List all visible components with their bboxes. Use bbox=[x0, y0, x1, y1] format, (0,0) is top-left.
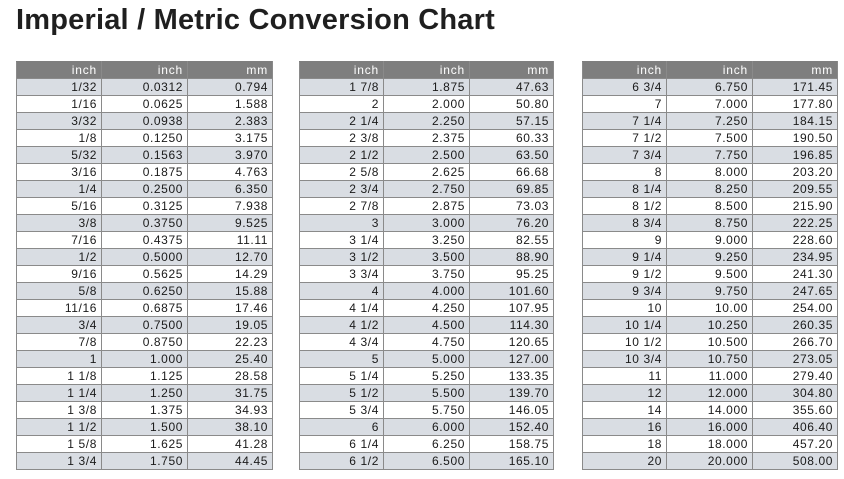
cell-fraction-inch: 1 3/8 bbox=[17, 402, 102, 419]
cell-millimeters: 34.93 bbox=[188, 402, 273, 419]
table-row bbox=[583, 300, 838, 317]
cell-fraction-inch: 1 7/8 bbox=[300, 79, 384, 96]
cell-fraction-inch: 4 1/2 bbox=[300, 317, 384, 334]
table-row bbox=[17, 164, 273, 181]
cell-decimal-inch: 7.750 bbox=[667, 147, 753, 164]
cell-millimeters: 273.05 bbox=[753, 351, 838, 368]
cell-millimeters: 222.25 bbox=[753, 215, 838, 232]
cell-millimeters: 184.15 bbox=[753, 113, 838, 130]
cell-millimeters: 9.525 bbox=[188, 215, 273, 232]
cell-decimal-inch: 9.750 bbox=[667, 283, 753, 300]
table-row bbox=[300, 164, 554, 181]
cell-millimeters: 171.45 bbox=[753, 79, 838, 96]
cell-fraction-inch: 7/8 bbox=[17, 334, 102, 351]
table-header-row bbox=[17, 62, 273, 79]
cell-fraction-inch: 3/4 bbox=[17, 317, 102, 334]
cell-decimal-inch: 4.750 bbox=[384, 334, 470, 351]
cell-fraction-inch: 2 1/2 bbox=[300, 147, 384, 164]
cell-millimeters: 107.95 bbox=[470, 300, 554, 317]
cell-decimal-inch: 5.250 bbox=[384, 368, 470, 385]
table-row bbox=[17, 283, 273, 300]
cell-decimal-inch: 5.750 bbox=[384, 402, 470, 419]
table-row bbox=[583, 198, 838, 215]
cell-fraction-inch: 1 1/4 bbox=[17, 385, 102, 402]
cell-decimal-inch: 6.500 bbox=[384, 453, 470, 470]
cell-decimal-inch: 1.500 bbox=[102, 419, 188, 436]
cell-fraction-inch: 2 1/4 bbox=[300, 113, 384, 130]
cell-millimeters: 19.05 bbox=[188, 317, 273, 334]
cell-fraction-inch: 1 3/4 bbox=[17, 453, 102, 470]
cell-millimeters: 158.75 bbox=[470, 436, 554, 453]
table-row bbox=[17, 300, 273, 317]
cell-decimal-inch: 9.500 bbox=[667, 266, 753, 283]
cell-millimeters: 139.70 bbox=[470, 385, 554, 402]
cell-millimeters: 69.85 bbox=[470, 181, 554, 198]
cell-millimeters: 76.20 bbox=[470, 215, 554, 232]
table-row bbox=[300, 402, 554, 419]
table-row bbox=[583, 79, 838, 96]
table-row bbox=[17, 436, 273, 453]
cell-decimal-inch: 1.625 bbox=[102, 436, 188, 453]
cell-fraction-inch: 9 1/4 bbox=[583, 249, 667, 266]
cell-decimal-inch: 0.7500 bbox=[102, 317, 188, 334]
cell-millimeters: 25.40 bbox=[188, 351, 273, 368]
cell-fraction-inch: 12 bbox=[583, 385, 667, 402]
cell-millimeters: 15.88 bbox=[188, 283, 273, 300]
column-header-fraction-inch: inch bbox=[583, 62, 667, 79]
cell-millimeters: 406.40 bbox=[753, 419, 838, 436]
cell-decimal-inch: 11.000 bbox=[667, 368, 753, 385]
cell-fraction-inch: 8 bbox=[583, 164, 667, 181]
cell-decimal-inch: 10.750 bbox=[667, 351, 753, 368]
table-row bbox=[17, 130, 273, 147]
cell-fraction-inch: 6 1/4 bbox=[300, 436, 384, 453]
table-row bbox=[17, 215, 273, 232]
table-row bbox=[17, 351, 273, 368]
cell-millimeters: 114.30 bbox=[470, 317, 554, 334]
cell-decimal-inch: 9.000 bbox=[667, 232, 753, 249]
table-row bbox=[300, 198, 554, 215]
cell-fraction-inch: 10 3/4 bbox=[583, 351, 667, 368]
cell-millimeters: 215.90 bbox=[753, 198, 838, 215]
cell-decimal-inch: 3.250 bbox=[384, 232, 470, 249]
cell-millimeters: 38.10 bbox=[188, 419, 273, 436]
cell-decimal-inch: 10.500 bbox=[667, 334, 753, 351]
table-row bbox=[300, 232, 554, 249]
cell-millimeters: 254.00 bbox=[753, 300, 838, 317]
cell-decimal-inch: 3.000 bbox=[384, 215, 470, 232]
cell-decimal-inch: 3.750 bbox=[384, 266, 470, 283]
table-row bbox=[300, 249, 554, 266]
cell-decimal-inch: 7.500 bbox=[667, 130, 753, 147]
cell-decimal-inch: 8.500 bbox=[667, 198, 753, 215]
conversion-table-1 bbox=[16, 61, 273, 470]
column-header-decimal-inch: inch bbox=[667, 62, 753, 79]
cell-decimal-inch: 2.625 bbox=[384, 164, 470, 181]
cell-decimal-inch: 0.4375 bbox=[102, 232, 188, 249]
cell-decimal-inch: 18.000 bbox=[667, 436, 753, 453]
cell-millimeters: 44.45 bbox=[188, 453, 273, 470]
cell-decimal-inch: 6.000 bbox=[384, 419, 470, 436]
cell-fraction-inch: 6 3/4 bbox=[583, 79, 667, 96]
table-row bbox=[583, 215, 838, 232]
cell-fraction-inch: 7 3/4 bbox=[583, 147, 667, 164]
cell-fraction-inch: 5/16 bbox=[17, 198, 102, 215]
cell-fraction-inch: 10 bbox=[583, 300, 667, 317]
cell-fraction-inch: 3/32 bbox=[17, 113, 102, 130]
cell-millimeters: 508.00 bbox=[753, 453, 838, 470]
cell-decimal-inch: 3.500 bbox=[384, 249, 470, 266]
cell-decimal-inch: 14.000 bbox=[667, 402, 753, 419]
cell-millimeters: 304.80 bbox=[753, 385, 838, 402]
table-row bbox=[583, 232, 838, 249]
table-row bbox=[583, 130, 838, 147]
cell-millimeters: 6.350 bbox=[188, 181, 273, 198]
cell-decimal-inch: 16.000 bbox=[667, 419, 753, 436]
cell-millimeters: 73.03 bbox=[470, 198, 554, 215]
cell-millimeters: 11.11 bbox=[188, 232, 273, 249]
cell-decimal-inch: 6.250 bbox=[384, 436, 470, 453]
cell-millimeters: 41.28 bbox=[188, 436, 273, 453]
cell-millimeters: 234.95 bbox=[753, 249, 838, 266]
cell-decimal-inch: 1.750 bbox=[102, 453, 188, 470]
cell-decimal-inch: 6.750 bbox=[667, 79, 753, 96]
table-row bbox=[17, 368, 273, 385]
table-row bbox=[583, 147, 838, 164]
cell-decimal-inch: 8.000 bbox=[667, 164, 753, 181]
cell-millimeters: 203.20 bbox=[753, 164, 838, 181]
cell-fraction-inch: 5 1/4 bbox=[300, 368, 384, 385]
cell-fraction-inch: 14 bbox=[583, 402, 667, 419]
cell-fraction-inch: 10 1/2 bbox=[583, 334, 667, 351]
cell-fraction-inch: 5 3/4 bbox=[300, 402, 384, 419]
cell-millimeters: 3.175 bbox=[188, 130, 273, 147]
cell-decimal-inch: 0.6875 bbox=[102, 300, 188, 317]
cell-decimal-inch: 5.000 bbox=[384, 351, 470, 368]
table-row bbox=[300, 317, 554, 334]
cell-decimal-inch: 4.000 bbox=[384, 283, 470, 300]
cell-decimal-inch: 0.1875 bbox=[102, 164, 188, 181]
cell-millimeters: 196.85 bbox=[753, 147, 838, 164]
cell-fraction-inch: 9 1/2 bbox=[583, 266, 667, 283]
table-row bbox=[300, 266, 554, 283]
column-header-millimeters: mm bbox=[470, 62, 554, 79]
cell-decimal-inch: 10.00 bbox=[667, 300, 753, 317]
cell-fraction-inch: 20 bbox=[583, 453, 667, 470]
cell-millimeters: 50.80 bbox=[470, 96, 554, 113]
cell-decimal-inch: 2.375 bbox=[384, 130, 470, 147]
cell-millimeters: 12.70 bbox=[188, 249, 273, 266]
table-row bbox=[17, 232, 273, 249]
cell-millimeters: 355.60 bbox=[753, 402, 838, 419]
column-header-fraction-inch: inch bbox=[17, 62, 102, 79]
cell-millimeters: 209.55 bbox=[753, 181, 838, 198]
cell-fraction-inch: 6 1/2 bbox=[300, 453, 384, 470]
cell-millimeters: 28.58 bbox=[188, 368, 273, 385]
table-row bbox=[583, 283, 838, 300]
cell-millimeters: 279.40 bbox=[753, 368, 838, 385]
cell-millimeters: 2.383 bbox=[188, 113, 273, 130]
cell-fraction-inch: 18 bbox=[583, 436, 667, 453]
cell-fraction-inch: 11/16 bbox=[17, 300, 102, 317]
cell-decimal-inch: 2.000 bbox=[384, 96, 470, 113]
cell-millimeters: 133.35 bbox=[470, 368, 554, 385]
cell-millimeters: 165.10 bbox=[470, 453, 554, 470]
column-header-decimal-inch: inch bbox=[102, 62, 188, 79]
table-row bbox=[583, 436, 838, 453]
cell-millimeters: 228.60 bbox=[753, 232, 838, 249]
cell-fraction-inch: 7/16 bbox=[17, 232, 102, 249]
table-row bbox=[583, 368, 838, 385]
cell-millimeters: 14.29 bbox=[188, 266, 273, 283]
table-row bbox=[583, 164, 838, 181]
table-row bbox=[300, 283, 554, 300]
cell-decimal-inch: 0.5000 bbox=[102, 249, 188, 266]
table-row bbox=[17, 113, 273, 130]
cell-fraction-inch: 1/4 bbox=[17, 181, 102, 198]
table-row bbox=[300, 130, 554, 147]
cell-fraction-inch: 4 1/4 bbox=[300, 300, 384, 317]
cell-fraction-inch: 9 bbox=[583, 232, 667, 249]
table-row bbox=[17, 419, 273, 436]
table-row bbox=[300, 334, 554, 351]
cell-decimal-inch: 0.1250 bbox=[102, 130, 188, 147]
cell-decimal-inch: 2.875 bbox=[384, 198, 470, 215]
table-row bbox=[300, 79, 554, 96]
cell-fraction-inch: 1 1/2 bbox=[17, 419, 102, 436]
cell-fraction-inch: 5 bbox=[300, 351, 384, 368]
conversion-table-2 bbox=[299, 61, 554, 470]
cell-fraction-inch: 3/16 bbox=[17, 164, 102, 181]
table-row bbox=[17, 198, 273, 215]
table-row bbox=[583, 402, 838, 419]
cell-millimeters: 146.05 bbox=[470, 402, 554, 419]
cell-decimal-inch: 12.000 bbox=[667, 385, 753, 402]
cell-fraction-inch: 3 3/4 bbox=[300, 266, 384, 283]
table-row bbox=[583, 351, 838, 368]
cell-decimal-inch: 2.750 bbox=[384, 181, 470, 198]
cell-decimal-inch: 0.5625 bbox=[102, 266, 188, 283]
cell-fraction-inch: 5/32 bbox=[17, 147, 102, 164]
cell-fraction-inch: 10 1/4 bbox=[583, 317, 667, 334]
cell-decimal-inch: 1.875 bbox=[384, 79, 470, 96]
cell-fraction-inch: 5 1/2 bbox=[300, 385, 384, 402]
table-row bbox=[583, 453, 838, 470]
table-row bbox=[300, 215, 554, 232]
cell-millimeters: 266.70 bbox=[753, 334, 838, 351]
cell-millimeters: 1.588 bbox=[188, 96, 273, 113]
cell-decimal-inch: 7.000 bbox=[667, 96, 753, 113]
cell-decimal-inch: 1.000 bbox=[102, 351, 188, 368]
table-row bbox=[300, 96, 554, 113]
cell-millimeters: 22.23 bbox=[188, 334, 273, 351]
cell-decimal-inch: 8.750 bbox=[667, 215, 753, 232]
cell-fraction-inch: 2 3/8 bbox=[300, 130, 384, 147]
cell-decimal-inch: 2.250 bbox=[384, 113, 470, 130]
cell-fraction-inch: 1 5/8 bbox=[17, 436, 102, 453]
cell-millimeters: 457.20 bbox=[753, 436, 838, 453]
table-row bbox=[583, 266, 838, 283]
table-row bbox=[583, 181, 838, 198]
cell-fraction-inch: 2 3/4 bbox=[300, 181, 384, 198]
cell-fraction-inch: 8 1/4 bbox=[583, 181, 667, 198]
column-header-fraction-inch: inch bbox=[300, 62, 384, 79]
table-row bbox=[17, 317, 273, 334]
cell-decimal-inch: 0.6250 bbox=[102, 283, 188, 300]
cell-fraction-inch: 4 bbox=[300, 283, 384, 300]
table-row bbox=[300, 147, 554, 164]
conversion-table-3 bbox=[582, 61, 838, 470]
cell-millimeters: 260.35 bbox=[753, 317, 838, 334]
cell-millimeters: 7.938 bbox=[188, 198, 273, 215]
cell-decimal-inch: 9.250 bbox=[667, 249, 753, 266]
column-header-millimeters: mm bbox=[753, 62, 838, 79]
cell-fraction-inch: 8 3/4 bbox=[583, 215, 667, 232]
table-row bbox=[300, 419, 554, 436]
cell-fraction-inch: 3 bbox=[300, 215, 384, 232]
cell-decimal-inch: 8.250 bbox=[667, 181, 753, 198]
table-row bbox=[583, 334, 838, 351]
cell-decimal-inch: 0.0312 bbox=[102, 79, 188, 96]
cell-millimeters: 101.60 bbox=[470, 283, 554, 300]
table-row bbox=[583, 96, 838, 113]
cell-decimal-inch: 0.1563 bbox=[102, 147, 188, 164]
cell-decimal-inch: 5.500 bbox=[384, 385, 470, 402]
cell-fraction-inch: 1/8 bbox=[17, 130, 102, 147]
cell-decimal-inch: 0.2500 bbox=[102, 181, 188, 198]
cell-millimeters: 60.33 bbox=[470, 130, 554, 147]
table-row bbox=[17, 402, 273, 419]
cell-decimal-inch: 20.000 bbox=[667, 453, 753, 470]
cell-fraction-inch: 1/32 bbox=[17, 79, 102, 96]
cell-fraction-inch: 11 bbox=[583, 368, 667, 385]
cell-millimeters: 82.55 bbox=[470, 232, 554, 249]
cell-fraction-inch: 3/8 bbox=[17, 215, 102, 232]
cell-decimal-inch: 10.250 bbox=[667, 317, 753, 334]
table-row bbox=[17, 181, 273, 198]
cell-decimal-inch: 0.3750 bbox=[102, 215, 188, 232]
table-row bbox=[583, 419, 838, 436]
cell-millimeters: 190.50 bbox=[753, 130, 838, 147]
table-row bbox=[583, 317, 838, 334]
cell-fraction-inch: 7 bbox=[583, 96, 667, 113]
table-row bbox=[17, 266, 273, 283]
cell-decimal-inch: 0.3125 bbox=[102, 198, 188, 215]
table-row bbox=[300, 351, 554, 368]
page-title: Imperial / Metric Conversion Chart bbox=[16, 4, 495, 36]
table-header-row bbox=[300, 62, 554, 79]
cell-fraction-inch: 7 1/4 bbox=[583, 113, 667, 130]
cell-fraction-inch: 1/2 bbox=[17, 249, 102, 266]
cell-decimal-inch: 1.125 bbox=[102, 368, 188, 385]
table-row bbox=[583, 249, 838, 266]
cell-millimeters: 63.50 bbox=[470, 147, 554, 164]
cell-millimeters: 57.15 bbox=[470, 113, 554, 130]
cell-decimal-inch: 4.250 bbox=[384, 300, 470, 317]
cell-fraction-inch: 3 1/2 bbox=[300, 249, 384, 266]
cell-decimal-inch: 4.500 bbox=[384, 317, 470, 334]
cell-millimeters: 47.63 bbox=[470, 79, 554, 96]
cell-millimeters: 31.75 bbox=[188, 385, 273, 402]
table-row bbox=[300, 368, 554, 385]
table-row bbox=[583, 113, 838, 130]
cell-decimal-inch: 1.375 bbox=[102, 402, 188, 419]
cell-fraction-inch: 3 1/4 bbox=[300, 232, 384, 249]
table-row bbox=[17, 147, 273, 164]
cell-millimeters: 177.80 bbox=[753, 96, 838, 113]
cell-decimal-inch: 0.0938 bbox=[102, 113, 188, 130]
cell-fraction-inch: 4 3/4 bbox=[300, 334, 384, 351]
cell-fraction-inch: 5/8 bbox=[17, 283, 102, 300]
cell-fraction-inch: 2 7/8 bbox=[300, 198, 384, 215]
cell-millimeters: 4.763 bbox=[188, 164, 273, 181]
cell-millimeters: 17.46 bbox=[188, 300, 273, 317]
cell-fraction-inch: 2 5/8 bbox=[300, 164, 384, 181]
column-header-millimeters: mm bbox=[188, 62, 273, 79]
cell-millimeters: 0.794 bbox=[188, 79, 273, 96]
cell-decimal-inch: 7.250 bbox=[667, 113, 753, 130]
cell-millimeters: 66.68 bbox=[470, 164, 554, 181]
table-row bbox=[17, 96, 273, 113]
cell-millimeters: 120.65 bbox=[470, 334, 554, 351]
table-row bbox=[300, 113, 554, 130]
table-row bbox=[17, 385, 273, 402]
cell-millimeters: 241.30 bbox=[753, 266, 838, 283]
cell-millimeters: 88.90 bbox=[470, 249, 554, 266]
cell-fraction-inch: 9/16 bbox=[17, 266, 102, 283]
cell-fraction-inch: 16 bbox=[583, 419, 667, 436]
column-header-decimal-inch: inch bbox=[384, 62, 470, 79]
table-row bbox=[17, 334, 273, 351]
table-row bbox=[17, 79, 273, 96]
cell-millimeters: 3.970 bbox=[188, 147, 273, 164]
cell-decimal-inch: 1.250 bbox=[102, 385, 188, 402]
table-row bbox=[300, 181, 554, 198]
table-row bbox=[300, 385, 554, 402]
cell-fraction-inch: 1 bbox=[17, 351, 102, 368]
cell-millimeters: 95.25 bbox=[470, 266, 554, 283]
table-header-row bbox=[583, 62, 838, 79]
table-row bbox=[583, 385, 838, 402]
cell-millimeters: 247.65 bbox=[753, 283, 838, 300]
table-row bbox=[17, 453, 273, 470]
table-row bbox=[300, 453, 554, 470]
cell-decimal-inch: 0.0625 bbox=[102, 96, 188, 113]
cell-fraction-inch: 8 1/2 bbox=[583, 198, 667, 215]
table-row bbox=[300, 436, 554, 453]
cell-fraction-inch: 9 3/4 bbox=[583, 283, 667, 300]
cell-fraction-inch: 2 bbox=[300, 96, 384, 113]
table-row bbox=[17, 249, 273, 266]
cell-fraction-inch: 7 1/2 bbox=[583, 130, 667, 147]
cell-millimeters: 127.00 bbox=[470, 351, 554, 368]
cell-fraction-inch: 1 1/8 bbox=[17, 368, 102, 385]
cell-decimal-inch: 2.500 bbox=[384, 147, 470, 164]
table-row bbox=[300, 300, 554, 317]
cell-fraction-inch: 1/16 bbox=[17, 96, 102, 113]
cell-millimeters: 152.40 bbox=[470, 419, 554, 436]
cell-decimal-inch: 0.8750 bbox=[102, 334, 188, 351]
cell-fraction-inch: 6 bbox=[300, 419, 384, 436]
